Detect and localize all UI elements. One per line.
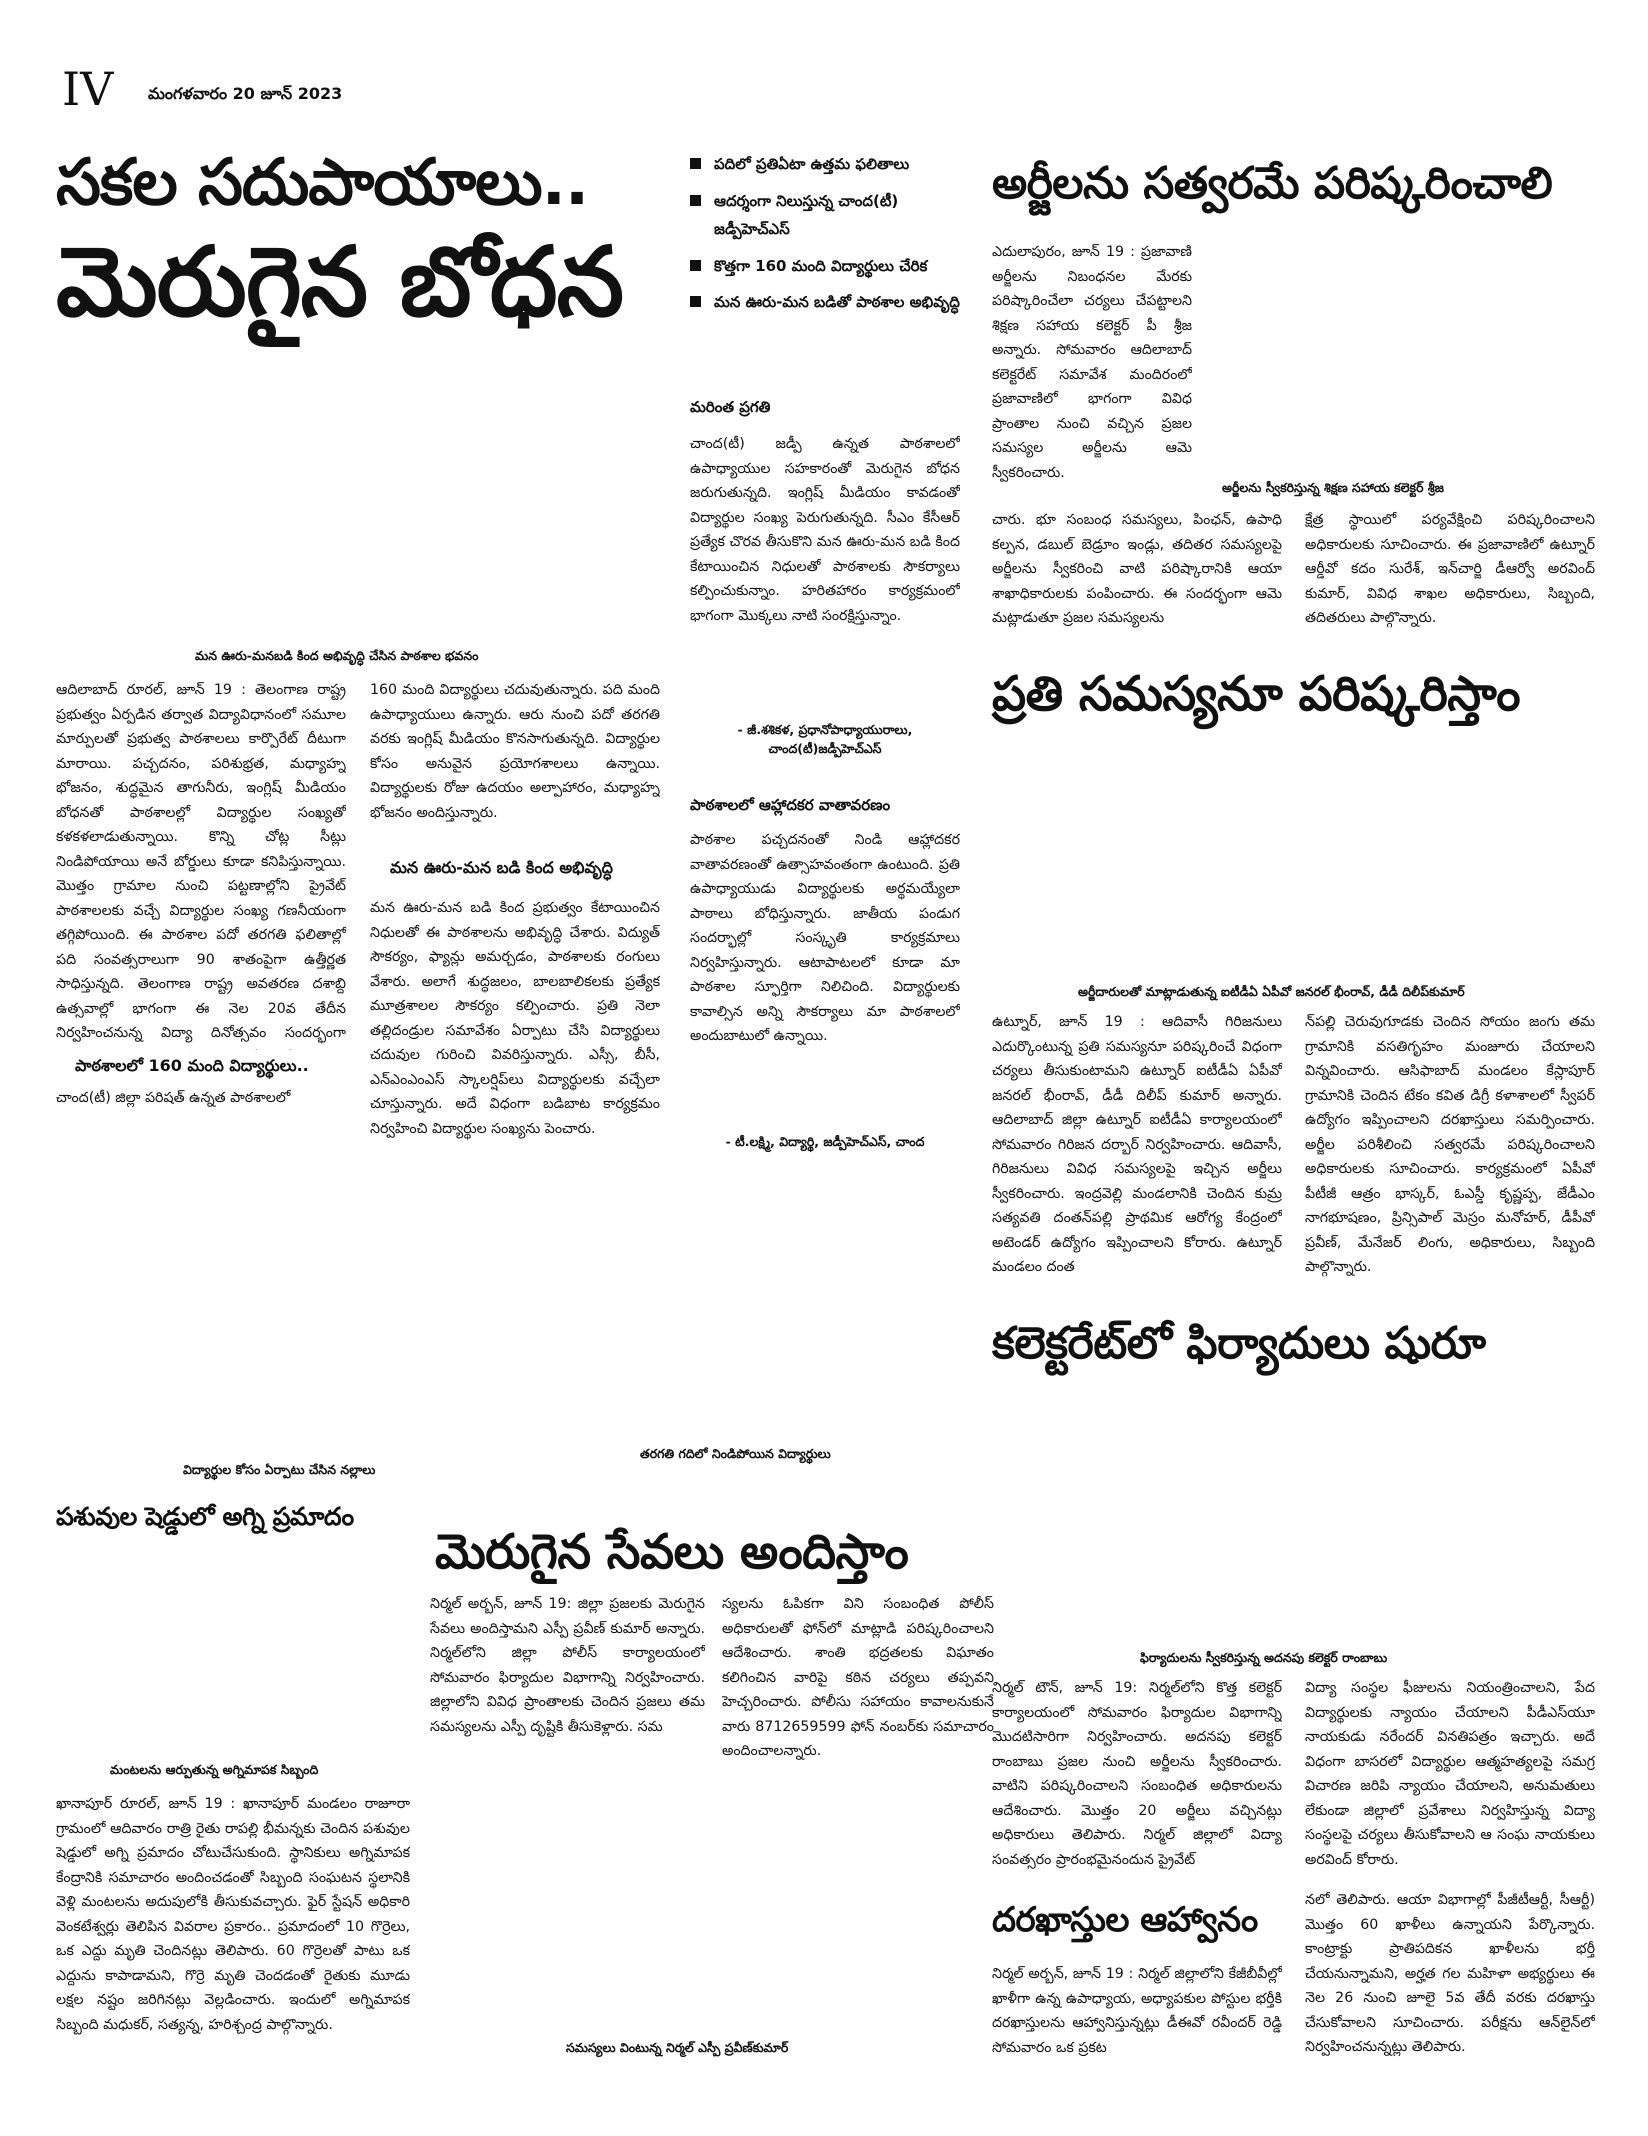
subhead-mana-ooru: మన ఊరు-మన బడి కింద అభివృద్ధి	[390, 858, 613, 877]
story1-highlights	[690, 150, 970, 325]
highlight-item: మన ఊరు-మన బడితో పాఠశాల అభివృద్ధి	[690, 288, 970, 317]
story2-col-text: ఎదులాపురం, జూన్ 19 : ప్రజావాణి అర్జీలను నిబంధనల మేరకు పరిష్కారించేలా చర్యలు చేపట్టాలని శిక్షణ సహాయ కలెక్టర్ పీ శ్రీజ అన్నారు. సోమవారం ఆదిలాబాద్ కలెక్టరేట్ సమావేశ మందిరంలో ప్రజావాణిలో భాగంగా వివిధ ప్రాంతాల నుంచి వచ్చిన ప్రజల సమస్యల అర్జీలను ఆమె స్వీకరించారు.	[992, 244, 1192, 481]
highlight-item: పదిలో ప్రతిఏటా ఉత్తమ ఫలితాలు	[690, 150, 970, 179]
subhead-more-progress: మరింత ప్రగతి	[690, 398, 771, 416]
story5-headline: పశువుల షెడ్డులో అగ్ని ప్రమాదం	[56, 1502, 354, 1531]
story7-col1-text: నిర్మల్ టౌన్, జూన్ 19: నిర్మల్‌లోని కొత్త కలెక్టర్ కార్యాలయంలో సోమవారం ఫిర్యాదుల విభాగాన్ని మొదటిసారిగా నిర్వహించారు. అదనపు కలెక్టర్ రాంబాబు ప్రజల నుంచి అర్జీలను స్వీకరించారు. వాటిని పరిష్కరించాలని సంబంధిత అధికారులను ఆదేశించారు. మొత్తం 20 అర్జీలు వచ్చినట్లు అధికారులు తెలిపారు. నిర్మల్ జిల్లాలో విద్యా సంవత్సరం ప్రారంభమైనందున ప్రైవేట్	[992, 1680, 1282, 1868]
caption-classroom: తరగతి గదిలో నిండిపోయిన విద్యార్థులు	[640, 1446, 831, 1461]
quote1-text: చాంద(టీ) జడ్పీ ఉన్నత పాఠశాలలో ఉపాధ్యాయుల సహకారంతో మెరుగైన బోధన జరుగుతున్నది. ఇంగ్లిష్ మీడియం కావడంతో విద్యార్థుల సంఖ్య పెరుగుతున్నది. సీఎం కేసీఆర్ ప్రత్యేక చొరవ తీసుకొని మన ఊరు-మన బడి కింద కేటాయించిన నిధులతో పాఠశాలకు సౌకర్యాలు కల్పించుకున్నాం. హరితహారం కార్యక్రమంలో భాగంగా మొక్కలు నాటి సంరక్షిస్తున్నాం.	[690, 436, 960, 624]
story2-col-text3: క్షేత్ర స్థాయిలో పర్యవేక్షించి పరిష్కరించాలని అధికారులకు సూచించారు. ఈ ప్రజావాణిలో ఉట్నూర్ ఆర్డీవో కదం సురేశ్, ఇన్‌చార్జి డీఆర్వో అరవింద్ కుమార్, వివిధ శాఖల అధికారులు, సిబ్బంది, తదితరులు పాల్గొన్నారు.	[1305, 512, 1595, 626]
story8-col1-text: నిర్మల్ అర్బన్, జూన్ 19 : నిర్మల్ జిల్లాలోని కేజీబీవీల్లో ఖాళీగా ఉన్న ఉపాధ్యాయ, అధ్యాపకుల పోస్టుల భర్తీకి దరఖాస్తులను ఆహ్వానిస్తున్నట్లు డీఈవో రవీందర్ రెడ్డి సోమవారం ఒక ప్రకట	[992, 1966, 1282, 2056]
story6-col1-text: నిర్మల్ అర్బన్, జూన్ 19: జిల్లా ప్రజలకు మెరుగైన సేవలు అందిస్తామని ఎస్పీ ప్రవీణ్ కుమార్ అన్నారు. నిర్మల్‌లోని జిల్లా పోలీస్ కార్యాలయంలో సోమవారం ఫిర్యాదుల విభాగాన్ని నిర్వహించారు. జిల్లాలోని వివిధ ప్రాంతాలకు చెందిన ప్రజలు తమ సమస్యలను ఎస్పీ దృష్టికి తీసుకెళ్లారు. సమ	[430, 1596, 705, 1735]
story7-col2-text: విద్యా సంస్థల ఫీజులను నియంత్రించాలని, పేద విద్యార్థులకు న్యాయం చేయాలని పీడీఎస్‌యూ నాయకుడు నరేందర్ వినతిపత్రం ఇచ్చారు. అదే విధంగా బాసరలో విద్యార్థుల ఆత్మహత్యలపై సమగ్ర విచారణ జరిపి న్యాయం చేయాలని, అనుమతులు లేకుండా జిల్లాలో ప్రవేశాలు నిర్వహిస్తున్న విద్యా సంస్థలపై చర్యలు తీసుకోవాలని ఆ సంఘ నాయకులు అరవింద్ కోరారు.	[1305, 1680, 1595, 1868]
story1-photo-caption: మన ఊరు-మనబడి కింద అభివృద్ధి చేసిన పాఠశాల భవనం	[195, 648, 479, 663]
story7-photo-caption: ఫిర్యాదులను స్వీకరిస్తున్న అదనపు కలెక్టర్ రాంబాబు	[1140, 1650, 1388, 1665]
story6-headline: మెరుగైన సేవలు అందిస్తాం	[435, 1524, 909, 1580]
story1-col2-text2: మన ఊరు-మన బడి కింద ప్రభుత్వం కేటాయించిన నిధులతో ఈ పాఠశాలను అభివృద్ధి చేశారు. విద్యుత్ సౌకర్యం, ఫ్యాన్లు అమర్చడం, పాఠశాలకు రంగులు వేశారు. అలాగే శుద్ధజలం, బాలబాలికలకు ప్రత్యేక మూత్రశాలల సౌకర్యం కల్పించారు. ప్రతి నెలా తల్లిదండ్రుల సమావేశం ఏర్పాటు చేసి విద్యార్థులు చదువుల గురించి వివరిస్తున్నారు. ఎస్సీ, బీసీ, ఎన్ఎంఎంఎస్ స్కాలర్షిప్‌లు విద్యార్థులకు వచ్చేలా చూస్తున్నారు. అదే విధంగా బడిబాట కార్యక్రమం నిర్వహించి విద్యార్థుల సంఖ్యను పెంచారు.	[370, 900, 660, 1137]
story8-headline: దరఖాస్తుల ఆహ్వానం	[992, 1900, 1258, 1940]
story3-headline: ప్రతి సమస్యనూ పరిష్కరిస్తాం	[992, 666, 1521, 722]
quote2-signature: - టీ.లక్ష్మి, విద్యార్థి, జడ్పీహెచ్ఎస్, చాంద	[725, 1134, 925, 1149]
story1-col2-text: 160 మంది విద్యార్థులు చదువుతున్నారు. పది మంది ఉపాధ్యాయులు ఉన్నారు. ఆరు నుంచి పదో తరగతి వరకు ఇంగ్లిష్ మీడియం కొనసాగుతున్నది. విద్యార్థుల కోసం అనువైన ప్రయోగశాలలు ఉన్నాయి. విద్యార్థులకు రోజు ఉదయం అల్పాహారం, మధ్యాహ్న భోజనం అందిస్తున్నారు.	[370, 682, 660, 821]
story5-text: ఖానాపూర్ రూరల్, జూన్ 19 : ఖానాపూర్ మండలం రాజూరా గ్రామంలో ఆదివారం రాత్రి రైతు రాపల్లి భీమన్నకు చెందిన పశువుల షెడ్డులో అగ్ని ప్రమాదం చోటుచేసుకుంది. స్థానికులు అగ్నిమాపక కేంద్రానికి సమాచారం అందించడంతో సిబ్బంది సంఘటన స్థలానికి వెళ్లి మంటలను అదుపులోకి తీసుకువచ్చారు. ఫైర్ స్టేషన్ అధికారి వెంకటేశ్వర్లు తెలిపిన వివరాల ప్రకారం.. ప్రమాదంలో 10 గొర్రెలు, ఒక ఎద్దు మృతి చెందినట్లు తెలిపారు. 60 గొర్రెలతో పాటు ఒక ఎద్దును కాపాడామని, గొర్రె మృతి చెందడంతో రైతుకు మూడు లక్షల నష్టం జరిగినట్లు వెల్లడించారు. ఇందులో అగ్నిమాపక సిబ్బంది మధుకర్, సత్యన్న, హరిశ్చంద్ర పాల్గొన్నారు.	[56, 1796, 410, 2033]
story3-col2-text: న్‌పల్లి చెరువుగూడకు చెందిన సోయం జంగు తమ గ్రామానికి వసతిగృహం మంజూరు చేయాలని విన్నవించారు. ఆసిఫాబాద్ మండలం కేస్లాపూర్ గ్రామానికి చెందిన టేకం కవిత డిగ్రీ కళాశాలలో స్వీపర్ ఉద్యోగం ఇప్పించాలని దరఖాస్తులు సమర్పించారు. అర్జీల పరిశీలించి సత్వరమే పరిష్కరించాలని అధికారులకు సూచించారు. కార్యక్రమంలో ఏపీవో పీటీజీ ఆత్రం భాస్కర్, ఓఎస్డీ కృష్ణప్ప, జేడీఎం నాగభూషణం, ప్రిన్సిపాల్ మెస్రం మనోహర్, డీపీవో ప్రవీణ్, మేనేజర్ లింగు, అధికారులు, సిబ్బంది పాల్గొన్నారు.	[1305, 1014, 1595, 1275]
story3-photo-caption: అర్జీదారులతో మాట్లాడుతున్న ఐటీడీఏ ఏపీవో జనరల్ భీంరావ్, డీడీ దిలీప్‌కుమార్	[1078, 984, 1465, 999]
story3-col1-text: ఉట్నూర్, జూన్ 19 : ఆదివాసీ గిరిజనులు ఎదుర్కొంటున్న ప్రతి సమస్యనూ పరిష్కరించే విధంగా చర్యలు తీసుకుంటామని ఉట్నూర్ ఐటీడీఏ ఏపీవో జనరల్ భీంరావ్, డీడీ దిలీప్ కుమార్ అన్నారు. ఆదిలాబాద్ జిల్లా ఉట్నూర్ ఐటీడీఏ కార్యాలయంలో సోమవారం గిరిజన దర్బార్ నిర్వహించారు. ఆదివాసీ, గిరిజనులు వివిధ సమస్యలపై ఇచ్చిన అర్జీలు స్వీకరించారు. ఇంద్రవెల్లి మండలానికి చెందిన కుమ్ర సత్యవతి దంతన్‌పల్లి ప్రాథమిక ఆరోగ్య కేంద్రంలో అటెండర్ ఉద్యోగం ఇప్పించాలని కోరారు. ఉట్నూర్ మండలం దంత	[992, 1014, 1282, 1275]
story6-photo-caption: సమస్యలు వింటున్న నిర్మల్ ఎస్పీ ప్రవీణ్‌కుమార్	[566, 2040, 789, 2055]
story1-headline-line1: సకల సదుపాయాలు..	[56, 146, 589, 220]
story2-col-text2: చారు. భూ సంబంధ సమస్యలు, పింఛన్, ఉపాధి కల్పన, డబుల్ బెడ్రూం ఇండ్లు, తదితర సమస్యలపై అర్జీలను స్వీకరించి వాటి పరిష్కారానికి ఆయా శాఖాధికారులకు పంపించారు. ఈ సందర్భంగా ఆమె మట్లాడుతూ ప్రజల సమస్యలను	[992, 512, 1282, 626]
story5-photo-caption: మంటలను ఆర్పుతున్న అగ్నిమాపక సిబ్బంది	[110, 1762, 319, 1777]
story2-headline: అర్జీలను సత్వరమే పరిష్కరించాలి	[992, 158, 1553, 209]
page-number: IV	[62, 62, 114, 116]
story6-col2-text: స్యలను ఓపికగా విని సంబంధిత పోలీస్ అధికారులతో ఫోన్‌లో మాట్లాడి పరిష్కరించాలని ఆదేశించారు. శాంతి భద్రతలకు విఘాతం కలిగించిన వారిపై కఠిన చర్యలు తప్పవని హెచ్చరించారు. పోలీసు సహాయం కావాలనుకునే వారు 8712659599 ఫోన్ నంబర్‌కు సమాచారం అందించాలన్నారు.	[722, 1596, 994, 1759]
story1-headline-line2: మెరుగైన బోధన	[56, 226, 623, 338]
caption-taps: విద్యార్థుల కోసం ఏర్పాటు చేసిన నల్లాలు	[183, 1462, 376, 1477]
subhead-students: పాఠశాలలో 160 మంది విద్యార్థులు..	[75, 1056, 309, 1075]
story1-col1-tail: చాంద(టీ) జిల్లా పరిషత్ ఉన్నత పాఠశాలలో	[56, 1090, 291, 1106]
story4-headline: కలెక్టరేట్‌లో ఫిర్యాదులు షురూ	[992, 1318, 1486, 1369]
issue-date: మంగళవారం 20 జూన్ 2023	[148, 84, 343, 103]
highlight-item: కొత్తగా 160 మంది విద్యార్థులు చేరిక	[690, 252, 970, 281]
story1-col1-text: ఆదిలాబాద్ రూరల్, జూన్ 19 : తెలంగాణ రాష్ట్ర ప్రభుత్వం ఏర్పడిన తర్వాత విద్యావిధానంలో సమూల మార్పులతో ప్రభుత్వ పాఠశాలలు కార్పొరేట్ దీటుగా మారాయి. పచ్చదనం, పరిశుభ్రత, మధ్యాహ్న భోజనం, శుద్ధమైన తాగునీరు, ఇంగ్లిష్ మీడియం బోధనతో పాఠశాలల్లో విద్యార్థుల సంఖ్యతో కళకళలాడుతున్నాయి. కొన్ని చోట్ల సీట్లు నిండిపోయాయి అనే బోర్డులు కూడా కనిపిస్తున్నాయి. మొత్తం గ్రామాల నుంచి పట్టణాల్లోని ప్రైవేట్ పాఠశాలలకు వచ్చే విద్యార్థుల సంఖ్య గణనీయంగా తగ్గిపోయింది. ఈ పాఠశాల పదో తరగతి ఫలితాల్లో పది సంవత్సరాలుగా 90 శాతంపైగా ఉత్తీర్ణత సాధిస్తున్నది. తెలంగాణ రాష్ట్ర అవతరణ దశాబ్ది ఉత్సవాల్లో భాగంగా ఈ నెల 20వ తేదీన నిర్వహించనున్న విద్యా దినోత్సవం సందర్భంగా	[56, 682, 346, 1041]
highlight-item: ఆదర్శంగా నిలుస్తున్న చాంద(టీ) జడ్పీహెచ్ఎస్	[690, 187, 970, 244]
subhead-environment: పాఠశాలలో ఆహ్లాదకర వాతావరణం	[690, 796, 891, 814]
story8-col2-text: నలో తెలిపారు. ఆయా విభాగాల్లో పీజీటీఆర్టీ, సీఆర్టీ) మొత్తం 60 ఖాళీలు ఉన్నాయని పేర్కొన్నారు. కాంట్రాక్టు ప్రాతిపదికన ఖాళీలను భర్తీ చేయనున్నామని, అర్హత గల మహిళా అభ్యర్థులు ఈ నెల 26 నుంచి జూలై 5వ తేదీ వరకు దరఖాస్తు చేసుకోవాలని సూచించారు. పరీక్షను ఆన్‌లైన్‌లో నిర్వహించనున్నట్లు తెలిపారు.	[1305, 1892, 1595, 2055]
story2-photo-caption: అర్జీలను స్వీకరిస్తున్న శిక్షణ సహాయ కలెక్టర్ శ్రీజ	[1222, 480, 1444, 495]
quote2-text: పాఠశాల పచ్చదనంతో నిండి ఆహ్లాదకర వాతావరణంతో ఉత్సాహవంతంగా ఉంటుంది. ప్రతి ఉపాధ్యాయుడు విద్యార్థులకు అర్థమయ్యేలా పాఠాలు బోధిస్తున్నారు. జాతీయ పండుగ సందర్భాల్లో సంస్కృతి కార్యక్రమాలు నిర్వహిస్తున్నారు. ఆటాపాటలలో కూడా మా పాఠశాల స్ఫూర్తిగా నిలిచింది. విద్యార్థులకు కావాల్సిన అన్ని సౌకర్యాలు మా పాఠశాలలో అందుబాటులో ఉన్నాయి.	[690, 832, 960, 1044]
quote1-signature: - జీ.శశికళ, ప్రధానోపాధ్యాయురాలు, చాంద(టీ)జడ్పీహెచ్ఎస్	[737, 722, 913, 756]
